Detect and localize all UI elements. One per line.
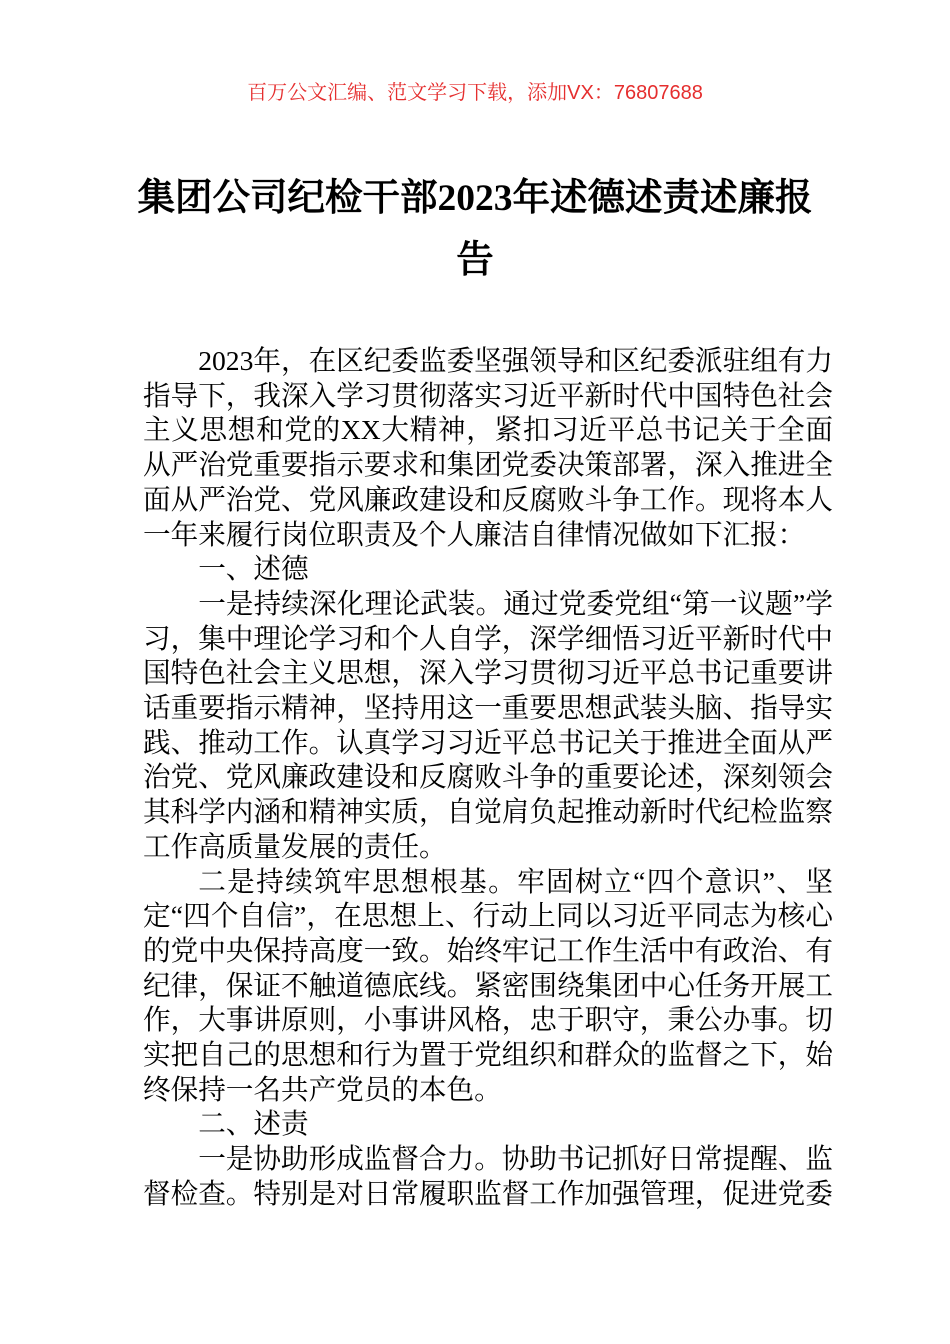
- intro-paragraph: 2023年，在区纪委监委坚强领导和区纪委派驻组有力指导下，我深入学习贯彻落实习近平新时代中国特色社会主义思想和党的XX大精神，紧扣习近平总书记关于全面从严治党重要指示要求和集团党委决策部署，深入推进全面从严治党、党风廉政建设和反腐败斗争工作。现将本人一年来履行岗位职责及个人廉洁自律情况做如下汇报：: [143, 345, 833, 550]
- promo-banner: 百万公文汇编、范文学习下载，添加VX：76807688: [247, 82, 703, 104]
- document-title: 集团公司纪检干部2023年述德述责述廉报告: [137, 178, 813, 281]
- body-paragraph-supervision: 一是协助形成监督合力。协助书记抓好日常提醒、监督检查。特别是对日常履职监督工作加强管理，促进党委: [143, 1143, 833, 1209]
- body-paragraph-theory: 一是持续深化理论武装。通过党委党组“第一议题”学习，集中理论学习和个人自学，深学细悟习近平新时代中国特色社会主义思想，深入学习贯彻习近平总书记重要讲话重要指示精神，坚持用这一重要思想武装头脑、指导实践、推动工作。认真学习习近平总书记关于推进全面从严治党、党风廉政建设和反腐败斗争的重要论述，深刻领会其科学内涵和精神实质，自觉肩负起推动新时代纪检监察工作高质量发展的责任。: [143, 587, 833, 862]
- document-body: [143, 344, 833, 1212]
- section-heading-shuze: 二、述责: [198, 1108, 309, 1140]
- body-paragraph-ideology: 二是持续筑牢思想根基。牢固树立“四个意识”、坚定“四个自信”，在思想上、行动上同以习近平同志为核心的党中央保持高度一致。始终牢记工作生活中有政治、有纪律，保证不触道德底线。紧密围绕集团中心任务开展工作，大事讲原则，小事讲风格，忠于职守，秉公办事。切实把自己的思想和行为置于党组织和群众的监督之下，始终保持一名共产党员的本色。: [143, 865, 833, 1105]
- section-heading-shude: 一、述德: [198, 553, 309, 585]
